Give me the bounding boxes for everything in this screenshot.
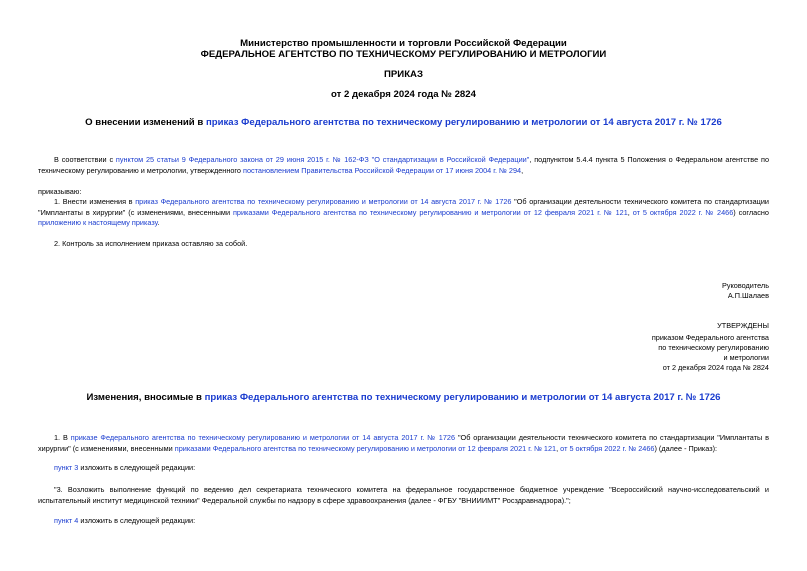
- item1-text-4: ) согласно: [733, 207, 769, 217]
- point-4-link[interactable]: пункт 4: [54, 516, 79, 525]
- item1-text-1: 1. Внести изменения в: [54, 197, 136, 206]
- point-3-text: изложить в следующей редакции:: [78, 463, 196, 472]
- order-item-2: 2. Контроль за исполнением приказа оставляю за собой.: [54, 239, 248, 248]
- annex-title-prefix: Изменения, вносимые в: [86, 392, 205, 403]
- preamble-text-3: ,: [521, 165, 524, 175]
- annex-item1-amendments-link[interactable]: приказами Федерального агентства по техническому регулированию и метрологии от 12 февраля 2021 г. № 121: [174, 443, 557, 453]
- item1-october-order-link[interactable]: от 5 октября 2022 г. № 2466: [632, 207, 734, 217]
- annex-item1-text-2: "Об организации деятельности технического комитета по стандартизации "Имплантаты в хирургии" (с изменениями, внесенными: [38, 433, 769, 453]
- preamble-text-1: В соответствии с: [54, 155, 116, 164]
- government-resolution-link[interactable]: постановлением Правительства Российской Федерации от 17 июня 2004 г. № 294: [243, 165, 522, 175]
- annex-item1-text-3: ,: [556, 443, 561, 453]
- preamble-paragraph: [38, 155, 769, 176]
- document-date-number: от 2 декабря 2024 года № 2824: [331, 89, 476, 100]
- annex-item1-october-order-link[interactable]: от 5 октября 2022 г. № 2466: [560, 443, 655, 453]
- annex-item1-text-4: ) (далее - Приказ):: [654, 443, 718, 453]
- approved-line-1: УТВЕРЖДЕНЫ: [717, 321, 769, 330]
- title-order-link[interactable]: приказ Федерального агентства по техническому регулированию и метрологии от 14 августа 2017 г. № 1726: [205, 117, 722, 128]
- point-4-text: изложить в следующей редакции:: [78, 516, 196, 525]
- item1-text-2: "Об организации деятельности технического комитета по стандартизации "Имплантаты в хирургии" (с изменениями, внесенными: [38, 197, 769, 217]
- ministry-heading: Министерство промышленности и торговли Российской Федерации: [240, 38, 567, 49]
- approved-line-2: приказом Федерального агентства: [651, 333, 769, 342]
- order-word: приказываю:: [38, 187, 82, 196]
- annex-item1-text-1: 1. В: [54, 433, 71, 442]
- point-3-instruction: [54, 463, 195, 474]
- annex-item-1: [38, 433, 769, 454]
- approved-line-3: по техническому регулированию: [658, 343, 769, 352]
- item1-annex-link[interactable]: приложению к настоящему приказу: [38, 218, 158, 227]
- item1-text-5: .: [157, 218, 160, 227]
- annex-title: [0, 392, 807, 403]
- title-prefix: О внесении изменений в: [85, 117, 206, 128]
- annex-item1-order-link[interactable]: приказе Федерального агентства по техническому регулированию и метрологии от 14 августа 2017 г. № 1726: [70, 433, 456, 442]
- point-4-instruction: [54, 516, 195, 527]
- order-item-1: [38, 197, 769, 229]
- point-3-link[interactable]: пункт 3: [54, 463, 79, 472]
- signatory-name: А.П.Шалаев: [727, 291, 769, 300]
- approved-line-4: и метрологии: [723, 353, 769, 362]
- preamble-text-2: , подпунктом 5.4.4 пункта 5 Положения о Федеральном агентстве по техническому регулированию и метрологии, утвержденного: [38, 155, 770, 175]
- document-type: ПРИКАЗ: [384, 69, 423, 80]
- signatory-position: Руководитель: [721, 281, 769, 290]
- document-title: [0, 117, 807, 128]
- federal-law-link[interactable]: пунктом 25 статьи 9 Федерального закона от 29 июня 2015 г. № 162-ФЗ "О стандартизации в Российской Федерации": [115, 155, 530, 164]
- quote-point-3: "3. Возложить выполнение функций по ведению дел секретариата технического комитета на федеральное государственное бюджетное учреждение "Всероссийский научно-исследовательский и испытательный институт медицинской техники" Федеральной службы по надзору в сфере здравоохранения (далее - ФГБУ "ВНИИИМТ" Росздравнадзора).";: [38, 485, 769, 505]
- approved-line-5: от 2 декабря 2024 года № 2824: [662, 363, 769, 372]
- item1-amendments-link[interactable]: приказами Федерального агентства по техническому регулированию и метрологии от 12 февраля 2021 г. № 121: [232, 207, 628, 217]
- item1-order-link[interactable]: приказ Федерального агентства по техническому регулированию и метрологии от 14 августа 2017 г. № 1726: [135, 197, 512, 206]
- item1-text-3: ,: [627, 207, 633, 217]
- annex-title-order-link[interactable]: приказ Федерального агентства по техническому регулированию и метрологии от 14 августа 2017 г. № 1726: [204, 392, 721, 403]
- agency-heading: ФЕДЕРАЛЬНОЕ АГЕНТСТВО ПО ТЕХНИЧЕСКОМУ РЕГУЛИРОВАНИЮ И МЕТРОЛОГИИ: [200, 49, 607, 60]
